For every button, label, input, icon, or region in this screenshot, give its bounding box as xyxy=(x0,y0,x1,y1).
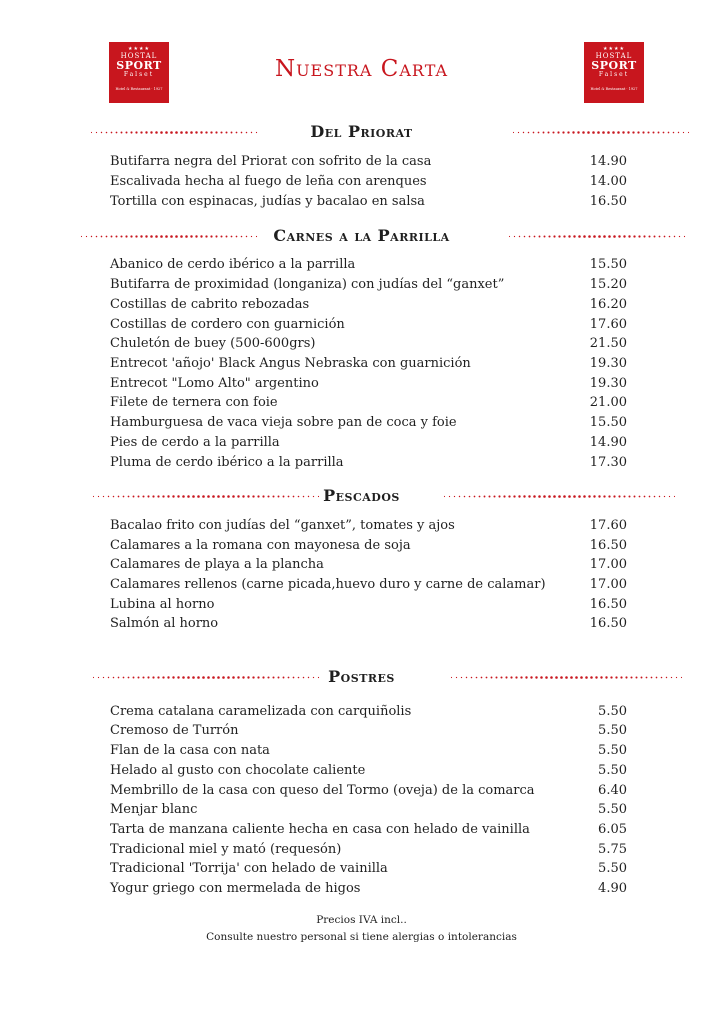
menu-item: Butifarra de proximidad (longaniza) con judías del “ganxet” 15.20 xyxy=(110,277,627,292)
menu-item: Helado al gusto con chocolate caliente 5.50 xyxy=(110,763,627,778)
menu-item: Tarta de manzana caliente hecha en casa con helado de vainilla 6.05 xyxy=(110,822,627,837)
menu-item: Calamares a la romana con mayonesa de soja 16.50 xyxy=(110,538,627,553)
section-title: Del Priorat xyxy=(310,122,413,141)
menu-item: Calamares rellenos (carne picada,huevo duro y carne de calamar) 17.00 xyxy=(110,577,627,592)
page-title: Nuestra Carta xyxy=(274,56,449,82)
menu-item: Butifarra negra del Priorat con sofrito de la casa 14.90 xyxy=(110,154,627,169)
dotted-divider-right xyxy=(512,131,690,134)
menu-item: Bacalao frito con judías del “ganxet”, tomates y ajos 17.60 xyxy=(110,518,627,533)
menu-item: Filete de ternera con foie 21.00 xyxy=(110,395,627,410)
menu-item: Membrillo de la casa con queso del Tormo (oveja) de la comarca 6.40 xyxy=(110,783,627,798)
dotted-divider-right xyxy=(450,676,684,679)
menu-item: Yogur griego con mermelada de higos 4.90 xyxy=(110,881,627,896)
section-title: Pescados xyxy=(323,486,400,505)
menu-item: Hamburguesa de vaca vieja sobre pan de coca y foie 15.50 xyxy=(110,415,627,430)
footer-vat-note: Precios IVA incl.. xyxy=(316,914,407,926)
menu-item: Pluma de cerdo ibérico a la parrilla 17.30 xyxy=(110,455,627,470)
section-title: Carnes a la Parrilla xyxy=(273,226,450,245)
menu-item: Tradicional 'Torrija' con helado de vainilla 5.50 xyxy=(110,861,627,876)
dotted-divider-right xyxy=(508,235,688,238)
section-title: Postres xyxy=(328,667,395,686)
hostal-sport-logo-right: ★★★★ HOSTAL SPORT Falset Hotel & Restaurant · 1927 xyxy=(584,42,644,103)
section-header-del-priorat xyxy=(0,122,723,144)
footer-allergy-note: Consulte nuestro personal si tiene alergias o intolerancias xyxy=(206,931,517,943)
menu-item: Entrecot 'añojo' Black Angus Nebraska con guarnición 19.30 xyxy=(110,356,627,371)
menu-item: Flan de la casa con nata 5.50 xyxy=(110,743,627,758)
menu-item: Escalivada hecha al fuego de leña con arenques 14.00 xyxy=(110,174,627,189)
menu-item: Costillas de cordero con guarnición 17.60 xyxy=(110,317,627,332)
menu-item: Calamares de playa a la plancha 17.00 xyxy=(110,557,627,572)
menu-item: Salmón al horno 16.50 xyxy=(110,616,627,631)
hostal-sport-logo-left: ★★★★ HOSTAL SPORT Falset Hotel & Restaurant · 1927 xyxy=(109,42,169,103)
menu-item: Crema catalana caramelizada con carquiñolis 5.50 xyxy=(110,704,627,719)
menu-item: Lubina al horno 16.50 xyxy=(110,597,627,612)
section-header-pescados xyxy=(0,486,723,508)
menu-item: Entrecot "Lomo Alto" argentino 19.30 xyxy=(110,376,627,391)
menu-item: Tradicional miel y mató (requesón) 5.75 xyxy=(110,842,627,857)
menu-item: Menjar blanc 5.50 xyxy=(110,802,627,817)
menu-item: Pies de cerdo a la parrilla 14.90 xyxy=(110,435,627,450)
menu-item: Chuletón de buey (500-600grs) 21.50 xyxy=(110,336,627,351)
menu-item: Costillas de cabrito rebozadas 16.20 xyxy=(110,297,627,312)
menu-item: Tortilla con espinacas, judías y bacalao en salsa 16.50 xyxy=(110,194,627,209)
menu-item: Abanico de cerdo ibérico a la parrilla 15.50 xyxy=(110,257,627,272)
menu-item: Cremoso de Turrón 5.50 xyxy=(110,723,627,738)
section-header-postres xyxy=(0,667,723,689)
section-header-carnes xyxy=(0,226,723,248)
dotted-divider-right xyxy=(443,495,677,498)
